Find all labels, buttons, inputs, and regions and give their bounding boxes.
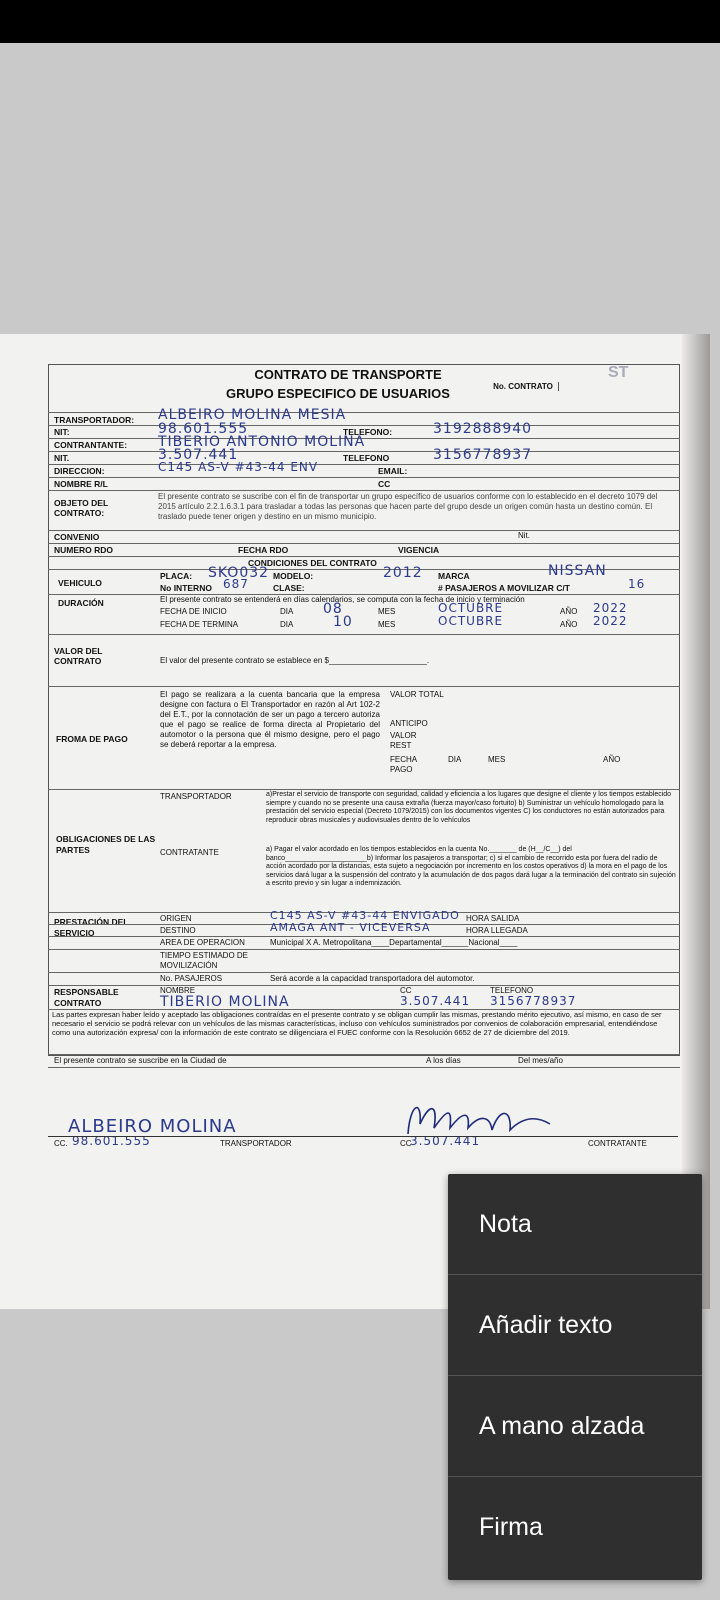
direccion-label: DIRECCION: bbox=[54, 466, 105, 476]
fecha-pago-dia: DIA bbox=[448, 755, 462, 764]
obl-contratante-label: CONTRATANTE bbox=[160, 848, 219, 857]
mes-label-inicio: MES bbox=[378, 607, 396, 616]
dias-text: A los días bbox=[426, 1056, 461, 1065]
contratante-signature bbox=[400, 1094, 590, 1142]
tiempo-label: TIEMPO ESTIMADO DE MOVILIZACIÓN bbox=[160, 951, 249, 970]
fecha-pago-mes: MES bbox=[488, 755, 506, 764]
firma-cc-value: 98.601.555 bbox=[72, 1134, 151, 1148]
contract-form-grid bbox=[48, 364, 680, 1154]
objeto-text: El presente contrato se suscribe con el fin de transportar un grupo específico de usuarios conforme con lo establecido en el decreto 1079 del 2015 artículo 2.2.1.6.3.1 para trasladar a todas las personas que hacen parte del grupo desde un origen común hasta un destino común. El traslado puede tener origen y destino en un mismo municipio. bbox=[158, 492, 658, 521]
no-interno-label: No INTERNO bbox=[160, 583, 212, 593]
pasajeros-label: # PASAJEROS A MOVILIZAR C/T bbox=[438, 583, 570, 593]
hora-llegada-label: HORA LLEGADA bbox=[466, 926, 528, 935]
responsable-tel: 3156778937 bbox=[490, 994, 577, 1008]
nit2-label: NIT. bbox=[54, 453, 70, 463]
menu-item-nota[interactable] bbox=[448, 1174, 702, 1275]
prestacion-label: PRESTACIÓN DEL SERVICIO bbox=[54, 917, 129, 938]
convenio-label: CONVENIO bbox=[54, 532, 100, 542]
responsable-label: RESPONSABLE CONTRATO bbox=[54, 987, 119, 1008]
no-pasajeros-label: No. PASAJEROS bbox=[160, 974, 223, 983]
marca-label: MARCA bbox=[438, 571, 470, 581]
ano-inicio-value: 2022 bbox=[593, 601, 628, 615]
responsable-cc-label: CC bbox=[400, 986, 412, 995]
obligaciones-label: OBLIGACIONES DE LAS PARTES bbox=[56, 834, 156, 855]
photo-shadow bbox=[682, 334, 710, 1309]
dia-inicio-value: 08 bbox=[323, 601, 343, 617]
responsable-tel-label: TELEFONO bbox=[490, 986, 534, 995]
fecha-termina-label: FECHA DE TERMINA bbox=[160, 620, 239, 629]
firma-transportador: ALBEIRO MOLINA bbox=[68, 1116, 237, 1137]
modelo-label: MODELO: bbox=[273, 571, 314, 581]
menu-item-mano-alzada[interactable] bbox=[448, 1376, 702, 1477]
ano-label-inicio: AÑO bbox=[560, 607, 578, 616]
menu-item-label: A mano alzada bbox=[479, 1411, 645, 1440]
transportador-sign-label: TRANSPORTADOR bbox=[220, 1139, 292, 1148]
dia-fin-value: 10 bbox=[333, 614, 353, 630]
cc-label: CC bbox=[378, 479, 391, 489]
menu-item-label: Firma bbox=[479, 1513, 543, 1541]
telefono-value: 3192888940 bbox=[433, 421, 533, 437]
mes-ano-text: Del mes/año bbox=[518, 1056, 563, 1065]
obl-contratante-text: a) Pagar el valor acordado en los tiempos establecidos en la cuenta No._______ de (H__/C__) del banco_____________________b) Informar los pasajeros a transportar; c) si el cambio de recorrido esta por fuera del radio de acción acordado por la distancias, esta sujeto a negociación por incremento en los costos operativos d) la mora en el pago de los servicios dará lugar a la suspensión del contrato y la acumulación de dos pagos dará lugar a la terminación del contrato sin sujeción a escrito previo y sin lugar a indemnización. bbox=[266, 846, 676, 887]
origen-value: C145 AS-V #43-44 ENVIGADO bbox=[270, 909, 460, 922]
objeto-label: OBJETO DEL CONTRATO: bbox=[54, 498, 109, 518]
valor-label: VALOR DEL CONTRATO bbox=[54, 646, 103, 666]
nit-value: 98.601.555 bbox=[158, 421, 249, 437]
menu-item-anadir-texto[interactable] bbox=[448, 1275, 702, 1376]
document-subtitle: GRUPO ESPECIFICO DE USUARIOS bbox=[226, 386, 450, 401]
nombre-rl-label: NOMBRE R/L bbox=[54, 479, 108, 489]
modelo-value: 2012 bbox=[383, 565, 423, 581]
annotation-context-menu bbox=[448, 1174, 702, 1580]
nombre-label: NOMBRE bbox=[160, 986, 196, 995]
placa-value: SKO032 bbox=[208, 565, 270, 581]
scanned-document-photo[interactable] bbox=[0, 334, 710, 1309]
mes-label-fin: MES bbox=[378, 620, 396, 629]
transportador-label: TRANSPORTADOR: bbox=[54, 415, 135, 425]
pago-text: El pago se realizara a la cuenta bancaria que la empresa designe con factura o El Transportador en razón al Art 102-2 del E.T., por la connotación de ser un pago a tercero autoriza que el pago se realice de forma directa al Propietario del automotor o la persona que él mismo designe, pero el pago se deberá reportar a la empresa. bbox=[160, 690, 380, 749]
status-bar bbox=[0, 0, 720, 43]
no-pasajeros-text: Será acorde a la capacidad transportadora del automotor. bbox=[270, 974, 475, 983]
firma-cc2-label: CC bbox=[400, 1139, 412, 1148]
contract-number-label: No. CONTRATO bbox=[488, 382, 559, 391]
company-logo: ST bbox=[608, 364, 629, 381]
mes-inicio-value: OCTUBRE bbox=[438, 601, 504, 615]
telefono2-value: 3156778937 bbox=[433, 447, 533, 463]
email-label: EMAIL: bbox=[378, 466, 408, 476]
duracion-label: DURACIÓN bbox=[58, 598, 104, 608]
valor-total-label: VALOR TOTAL bbox=[390, 690, 444, 699]
ciudad-text: El presente contrato se suscribe en la Ciudad de bbox=[54, 1056, 227, 1065]
ano-fin-value: 2022 bbox=[593, 614, 628, 628]
numero-rdo-label: NUMERO RDO bbox=[54, 545, 114, 555]
document-title: CONTRATO DE TRANSPORTE bbox=[254, 367, 442, 382]
valor-text: El valor del presente contrato se establece en $______________________. bbox=[160, 656, 430, 665]
anticipo-label: ANTICIPO bbox=[390, 719, 428, 728]
nit3-label: Nit. bbox=[518, 531, 530, 540]
legal-text: Las partes expresan haber leído y aceptado las obligaciones contraídas en el presente contrato y se obligan cumplir las mismas, prestando mérito ejecutivo, así mismo, en caso de ser necesario el servicio se podrá relevar con un vehículos de las mismas características, incluso con vehículos suministrados por convenios de colaboración empresarial, entendiéndose como una autorización expresa/ con la información de este contrato se diligenciara el FUEC conforme con la Resolución 6652 de 27 de diciembre del 2019. bbox=[52, 1010, 662, 1037]
fecha-pago-label: FECHA PAGO bbox=[390, 755, 417, 774]
menu-item-label: Añadir texto bbox=[479, 1310, 613, 1339]
no-interno-value: 687 bbox=[223, 577, 249, 591]
responsable-nombre: TIBERIO MOLINA bbox=[160, 994, 290, 1010]
contratante-sign-label: CONTRATANTE bbox=[588, 1139, 647, 1148]
origen-label: ORIGEN bbox=[160, 914, 192, 923]
area-text: Municipal X A. Metropolitana____Departamental______Nacional____ bbox=[270, 938, 518, 947]
obl-transportador-text: a)Prestar el servicio de transporte con seguridad, calidad y eficiencia a los lugares que designe el cliente y los tiempos establecido siempre y cuando no se presente una causa extraña (fuerza mayor/caso fortuito) b) Suministrar un vehículo homologado para la prestación del servicio especial (Decreto 1079/2015) con los documentos vigentes C) los conductores no están autorizados para reproducir obras musicales y audiovisuales dentro de lo vehículos bbox=[266, 791, 672, 824]
fecha-pago-ano: AÑO bbox=[603, 755, 621, 764]
destino-value: AMAGA ANT - VICEVERSA bbox=[270, 921, 431, 934]
vigencia-label: VIGENCIA bbox=[398, 545, 440, 555]
clase-label: CLASE: bbox=[273, 583, 305, 593]
mes-fin-value: OCTUBRE bbox=[438, 614, 504, 628]
pago-label: FROMA DE PAGO bbox=[56, 734, 128, 744]
contratante-label: CONTRANTANTE: bbox=[54, 440, 128, 450]
menu-item-label: Nota bbox=[479, 1209, 532, 1238]
area-label: AREA DE OPERACION bbox=[160, 938, 245, 947]
placa-label: PLACA: bbox=[160, 571, 193, 581]
direccion-value: C145 AS-V #43-44 ENV bbox=[158, 460, 319, 474]
contratante-value: TIBERIO ANTONIO MOLINA bbox=[158, 434, 366, 450]
fecha-rdo-label: FECHA RDO bbox=[238, 545, 289, 555]
hora-salida-label: HORA SALIDA bbox=[466, 914, 520, 923]
fecha-inicio-label: FECHA DE INICIO bbox=[160, 607, 227, 616]
ano-label-fin: AÑO bbox=[560, 620, 578, 629]
firma-cc-label: CC. bbox=[54, 1139, 68, 1148]
transportador-value: ALBEIRO MOLINA MESIA bbox=[158, 407, 347, 423]
obl-transportador-label: TRANSPORTADOR bbox=[160, 792, 232, 801]
nit2-value: 3.507.441 bbox=[158, 447, 239, 463]
destino-label: DESTINO bbox=[160, 926, 196, 935]
firma-cc2-value: 3.507.441 bbox=[410, 1134, 481, 1148]
vehiculo-label: VEHICULO bbox=[58, 578, 102, 588]
valor-rest-label: VALOR REST bbox=[390, 731, 417, 750]
duracion-text: El presente contrato se entenderá en días calendarios, se computa con la fecha de inicio y terminación bbox=[160, 595, 525, 604]
nit-label: NIT: bbox=[54, 427, 70, 437]
telefono2-label: TELEFONO bbox=[343, 453, 390, 463]
pasajeros-value: 16 bbox=[628, 577, 646, 591]
marca-value: NISSAN bbox=[548, 563, 607, 579]
menu-item-firma[interactable] bbox=[448, 1477, 702, 1578]
condiciones-label: CONDICIONES DEL CONTRATO bbox=[248, 558, 377, 568]
telefono-label: TELEFONO: bbox=[343, 427, 393, 437]
dia-label-inicio: DIA bbox=[280, 607, 294, 616]
responsable-cc: 3.507.441 bbox=[400, 994, 471, 1008]
dia-label-fin: DIA bbox=[280, 620, 294, 629]
